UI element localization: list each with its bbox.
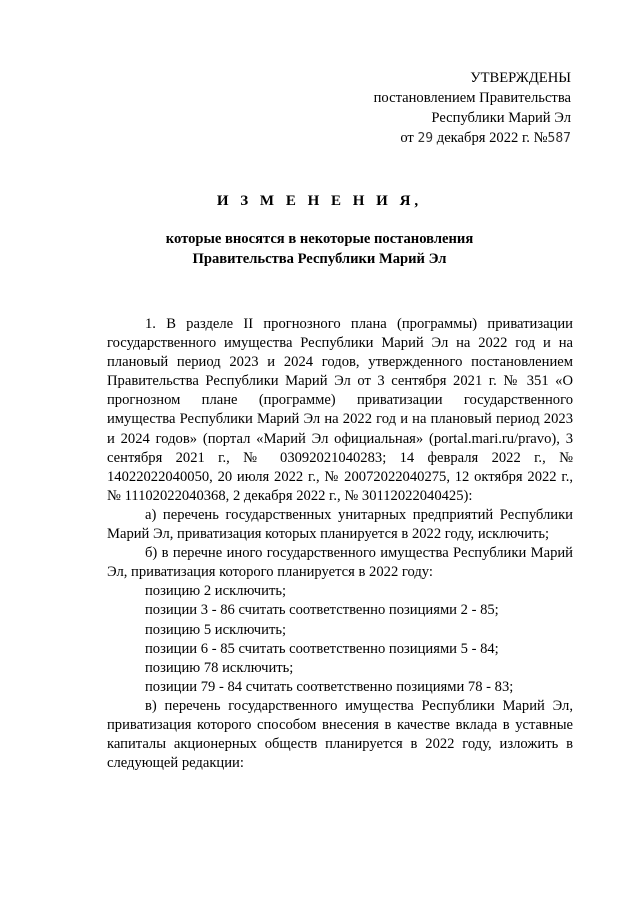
subtitle-line-2: Правительства Республики Марий Эл — [192, 251, 447, 267]
paragraph-1: 1. В разделе II прогнозного плана (программы) приватизации государственного имущества Республики Марий Эл на 2022 год и на плановый период 2023 и 2024 годов, утвержденного постановлением Правительства Республики Марий Эл от 3 сентября 2021 г. № 351 «О прогнозном плане (программе) приватизации государственного имущества Республики Марий Эл на 2022 год и на плановый период 2023 и 2024 годов» (портал «Марий Эл официальная» (portal.mari.ru/pravo), 3 сентября 2021 г., № 03092021040283; 14 февраля 2022 г., № 14022022040050, 20 июля 2022 г., № 20072022040275, 12 октября 2022 г., № 11102022040368, 2 декабря 2022 г., № 30112022040425): — [107, 316, 573, 504]
approval-date-rest: декабря 2022 г. № — [436, 130, 548, 146]
approval-stamp — [331, 68, 571, 149]
approval-date — [331, 128, 571, 149]
approval-number: 587 — [547, 131, 571, 146]
item-line: позицию 5 исключить; — [145, 621, 287, 638]
item-line: позицию 78 исключить; — [145, 659, 294, 676]
document-body — [107, 315, 573, 773]
item-line: позиции 3 - 86 считать соответственно позициями 2 - 85; — [145, 602, 499, 619]
approval-date-prefix: от — [400, 130, 414, 146]
approval-day: 29 — [417, 131, 434, 146]
approval-line-2: Республики Марий Эл — [431, 110, 571, 126]
approval-line-1: постановлением Правительства — [373, 90, 571, 106]
document-subtitle — [0, 229, 639, 269]
paragraph-b: б) в перечне иного государственного имущества Республики Марий Эл, приватизация которого планируется в 2022 году: — [107, 545, 573, 581]
approval-title: УТВЕРЖДЕНЫ — [470, 70, 571, 86]
subtitle-line-1: которые вносятся в некоторые постановления — [165, 231, 474, 247]
item-line: позиции 6 - 85 считать соответственно позициями 5 - 84; — [145, 640, 499, 657]
item-line: позицию 2 исключить; — [145, 583, 287, 600]
paragraph-v: в) перечень государственного имущества Республики Марий Эл, приватизация которого способом внесения в качестве вклада в уставные капиталы акционерных обществ планируется в 2022 году, изложить в следующей редакции: — [107, 697, 573, 772]
paragraph-a: а) перечень государственных унитарных предприятий Республики Марий Эл, приватизация которых планируется в 2022 году, исключить; — [107, 506, 573, 543]
document-title: И З М Е Н Е Н И Я, — [216, 193, 423, 209]
item-line: позиции 79 - 84 считать соответственно позициями 78 - 83; — [145, 678, 514, 695]
